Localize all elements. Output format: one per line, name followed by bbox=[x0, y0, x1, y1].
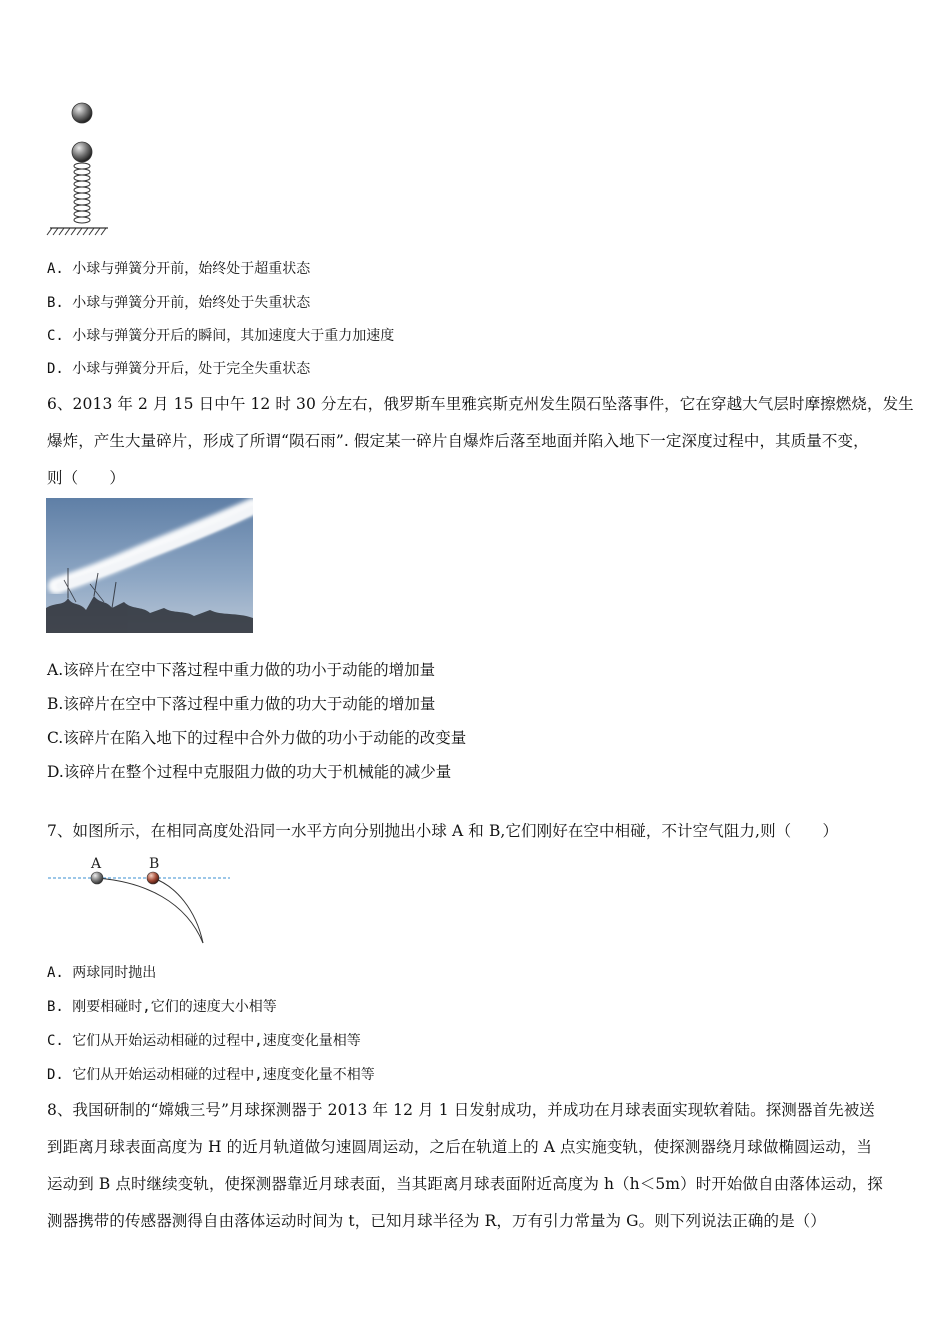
q8-stem-line-4: 测器携带的传感器测得自由落体运动时间为 t，已知月球半径为 R，万有引力常量为 G。则下列说法正确的是（） bbox=[47, 1212, 826, 1230]
label-b: B bbox=[149, 856, 160, 872]
label-a: A bbox=[91, 856, 102, 872]
q8-stem-line-2: 到距离月球表面高度为 H 的近月轨道做匀速圆周运动，之后在轨道上的 A 点实施变轨，使探测器绕月球做椭圆运动，当 bbox=[47, 1138, 873, 1156]
q6-stem-line-3: 则（ ） bbox=[47, 469, 126, 487]
q6-stem-line-1: 6、2013 年 2 月 15 日中午 12 时 30 分左右，俄罗斯车里雅宾斯克州发生陨石坠落事件，它在穿越大气层时摩擦燃烧，发生 bbox=[47, 395, 914, 413]
q5-option-a: A. 小球与弹簧分开前，始终处于超重状态 bbox=[47, 261, 311, 277]
q6-option-b: B.该碎片在空中下落过程中重力做的功大于动能的增加量 bbox=[47, 695, 436, 713]
q8-stem-line-3: 运动到 B 点时继续变轨，使探测器靠近月球表面，当其距离月球表面附近高度为 h（h＜5m）时开始做自由落体运动，探 bbox=[47, 1175, 883, 1193]
q6-option-d: D.该碎片在整个过程中克服阻力做的功大于机械能的减少量 bbox=[47, 763, 452, 781]
q6-option-a: A.该碎片在空中下落过程中重力做的功小于动能的增加量 bbox=[47, 661, 436, 679]
q5-option-c: C. 小球与弹簧分开后的瞬间，其加速度大于重力加速度 bbox=[47, 328, 395, 344]
q7-option-c: C. 它们从开始运动相碰的过程中,速度变化量相等 bbox=[47, 1033, 361, 1049]
q6-stem-line-2: 爆炸，产生大量碎片，形成了所谓“陨石雨”. 假定某一碎片自爆炸后落至地面并陷入地下一定深度过程中，其质量不变， bbox=[47, 432, 869, 450]
q7-stem: 7、如图所示，在相同高度处沿同一水平方向分别抛出小球 A 和 B,它们刚好在空中相碰，不计空气阻力,则（ ） bbox=[47, 822, 839, 840]
q7-option-a: A. 两球同时抛出 bbox=[47, 965, 157, 981]
q7-option-d: D. 它们从开始运动相碰的过程中,速度变化量不相等 bbox=[47, 1067, 375, 1083]
q7-option-b: B. 刚要相碰时,它们的速度大小相等 bbox=[47, 999, 277, 1015]
q6-option-c: C.该碎片在陷入地下的过程中合外力做的功小于动能的改变量 bbox=[47, 729, 467, 747]
q8-stem-line-1: 8、我国研制的“嫦娥三号”月球探测器于 2013 年 12 月 1 日发射成功，并成功在月球表面实现软着陆。探测器首先被送 bbox=[47, 1101, 875, 1119]
projectile-figure bbox=[46, 850, 232, 950]
q5-option-d: D. 小球与弹簧分开后，处于完全失重状态 bbox=[47, 361, 311, 377]
q5-option-b: B. 小球与弹簧分开前，始终处于失重状态 bbox=[47, 295, 311, 311]
spring-ball-figure bbox=[44, 98, 114, 240]
meteor-photo bbox=[46, 498, 253, 633]
